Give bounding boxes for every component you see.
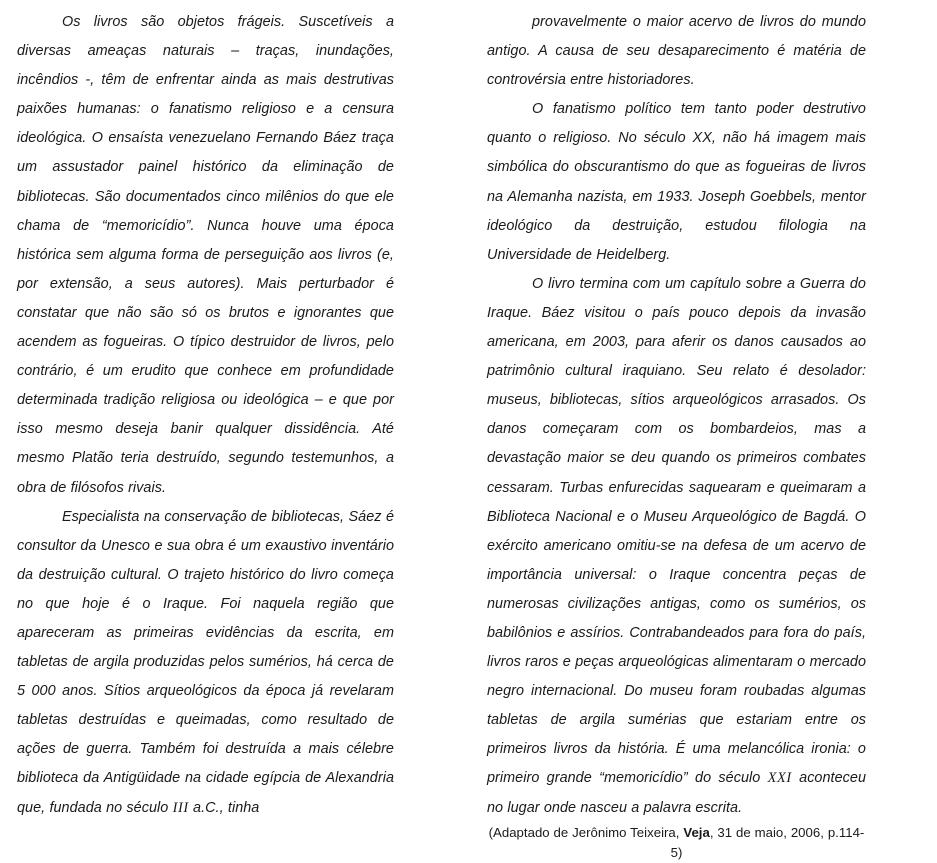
paragraph-3-continuation: provavelmente o maior acervo de livros do mundo antigo. A causa de seu desaparecimento é matéria de controvérsia entre historiadores. (487, 14, 866, 89)
right-text-column (470, 0, 937, 863)
attribution-prefix: (Adaptado de Jerônimo Teixeira, (488, 824, 684, 840)
paragraph-5-text-after-roman: aconteceu no lugar onde nasceu a palavra escrita. (487, 770, 866, 816)
paragraph-2 (17, 503, 394, 823)
paragraph-5 (487, 270, 866, 823)
left-text-column (0, 0, 470, 823)
roman-numeral-three: III (172, 799, 189, 816)
magazine-name: Veja (683, 824, 710, 840)
roman-numeral-twenty-one: XXI (767, 770, 792, 787)
paragraph-2-text-after-roman: a.C., tinha (188, 799, 260, 816)
attribution-suffix: , 31 de maio, 2006, p.114-5) (670, 824, 865, 860)
paragraph-1: Os livros são objetos frágeis. Suscetíveis a diversas ameaças naturais – traças, inundações, incêndios -, têm de enfrentar ainda as mais destrutivas paixões humanas: o fanatismo religioso e a censura ideológica. O ensaísta venezuelano Fernando Báez traça um assustador painel histórico da eliminação de bibliotecas. São documentados cinco milênios do que ele chama de “memoricídio”. Nunca houve uma época histórica sem alguma forma de perseguição aos livros (e, por extensão, a seus autores). Mais perturbador é constatar que não são só os brutos e ignorantes que acendem as fogueiras. O típico destruidor de livros, pelo contrário, é um erudito que conhece em profundidade determinada tradição religiosa ou ideológica – e que por isso mesmo deseja banir qualquer dissidência. Até mesmo Platão teria destruído, segundo testemunhos, a obra de filósofos rivais. (17, 14, 394, 496)
paragraph-2-text-before-roman: Especialista na conservação de bibliotecas, Sáez é consultor da Unesco e sua obra é um exaustivo inventário da destruição cultural. O trajeto histórico do livro começa no que hoje é o Iraque. Foi naquela região que apareceram as primeiras evidências da escrita, em tabletas de argila produzidas pelos sumérios, há cerca de 5 000 anos. Sítios arqueológicos da época já revelaram tabletas destruídas e queimadas, como resultado de ações de guerra. Também foi destruída a mais célebre biblioteca da Antigüidade na cidade egípcia de Alexandria que, fundada no século (17, 508, 394, 816)
source-attribution (487, 823, 866, 863)
paragraph-4: O fanatismo político tem tanto poder destrutivo quanto o religioso. No século XX, não há imagem mais simbólica do obscurantismo do que as fogueiras de livros na Alemanha nazista, em 1933. Joseph Goebbels, mentor ideológico da destruição, estudou filologia na Universidade de Heidelberg. (487, 101, 866, 263)
paragraph-5-text-before-roman: O livro termina com um capítulo sobre a Guerra do Iraque. Báez visitou o país pouco depois da invasão americana, em 2003, para aferir os danos causados ao patrimônio cultural iraquiano. Seu relato é desolador: museus, bibliotecas, sítios arqueológicos arrasados. Os danos começaram com os bombardeios, mas a devastação maior se deu quando os primeiros combates cessaram. Turbas enfurecidas saquearam e queimaram a Biblioteca Nacional e o Museu Arqueológico de Bagdá. O exército americano omitiu-se na defesa de um acervo de importância universal: o Iraque concentra peças de numerosas civilizações antigas, como os sumérios, os babilônios e assírios. Contrabandeados para fora do país, livros raros e peças arqueológicas alimentaram o mercado negro internacional. Do museu foram roubadas algumas tabletas de argila sumérias que estariam entre os primeiros livros da história. É uma melancólica ironia: o primeiro grande “memoricídio” do século (487, 275, 866, 787)
